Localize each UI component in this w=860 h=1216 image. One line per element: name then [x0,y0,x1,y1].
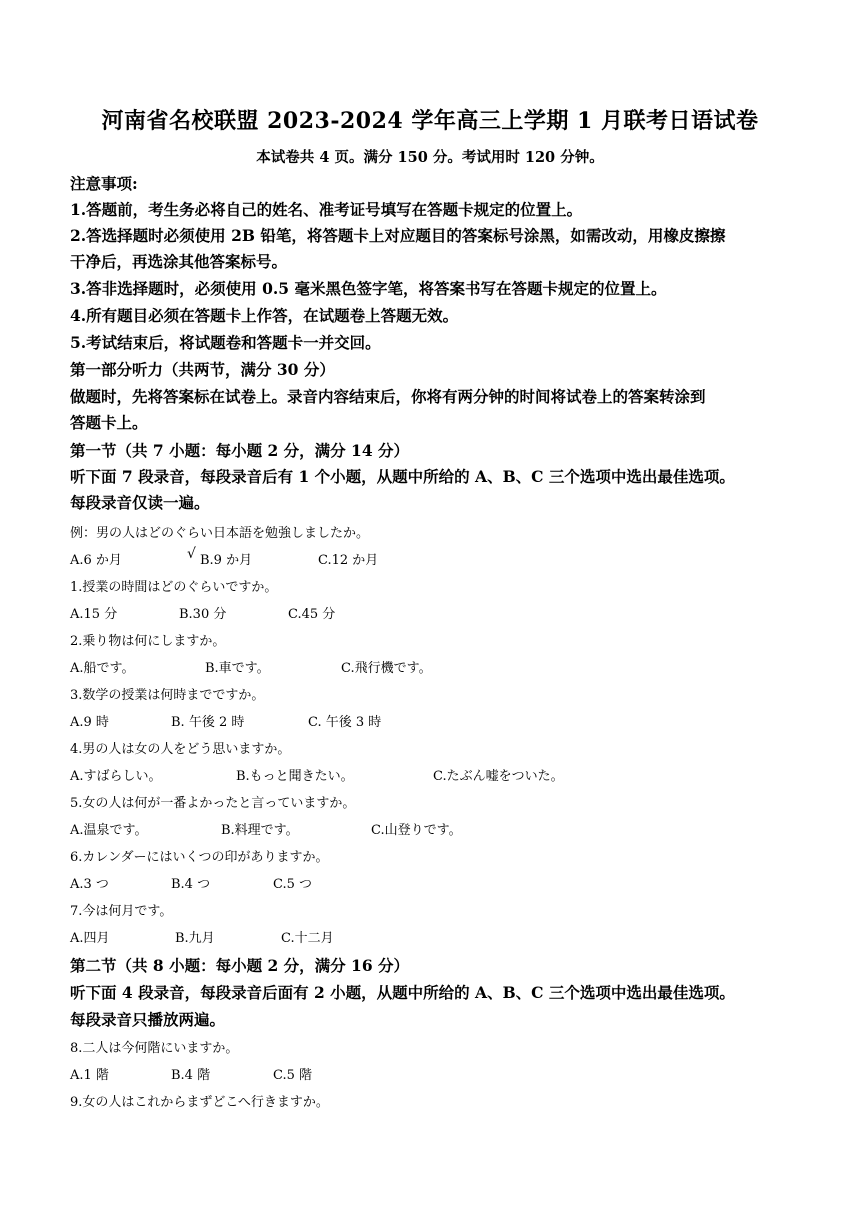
example-option-c: C.12 か月 [318,553,379,568]
question-7: 7.今は何月です。 [70,904,173,919]
exam-title: 河南省名校联盟 2023-2024 学年高三上学期 1 月联考日语试卷 [101,108,759,134]
part1-instruction-1: 做题时，先将答案标在试卷上。录音内容结束后，你将有两分钟的时间将试卷上的答案转涂到 [70,387,706,406]
q4-option-b: B.もっと聞きたい。 [236,769,354,784]
notice-item-2-cont: 干净后，再选涂其他答案标号。 [70,252,288,271]
q8-option-c: C.5 階 [273,1068,313,1083]
section1-instruction-2: 每段录音仅读一遍。 [70,493,210,512]
example-question: 例：男の人はどのぐらい日本語を勉強しましたか。 [70,526,370,541]
part1-heading: 第一部分听力（共两节，满分 30 分） [70,360,335,379]
q8-option-b: B.4 階 [171,1068,211,1083]
q8-option-a: A.1 階 [70,1068,109,1083]
notice-item-2: 2.答选择题时必须使用 2B 铅笔，将答题卡上对应题目的答案标号涂黑，如需改动，用橡皮擦擦 [70,226,726,245]
q5-option-a: A.温泉です。 [70,823,148,838]
q6-option-a: A.3 つ [70,877,109,892]
section2-heading: 第二节（共 8 小题：每小题 2 分，满分 16 分） [70,956,410,975]
notice-item-1: 1.答题前，考生务必将自己的姓名、准考证号填写在答题卡规定的位置上。 [70,200,583,219]
question-8: 8.二人は今何階にいますか。 [70,1041,239,1056]
exam-subtitle: 本试卷共 4 页。满分 150 分。考试用时 120 分钟。 [256,149,604,166]
section2-instruction-1: 听下面 4 段录音，每段录音后面有 2 小题，从题中所给的 A、B、C 三个选项中选出最佳选项。 [70,983,735,1002]
part1-instruction-2: 答题卡上。 [70,413,148,432]
q1-option-a: A.15 分 [70,607,118,622]
question-9: 9.女の人はこれからまずどこへ行きますか。 [70,1095,329,1110]
notice-item-3: 3.答非选择题时，必须使用 0.5 毫米黑色签字笔，将答案书写在答题卡规定的位置上。 [70,279,667,298]
q3-option-b: B. 午後 2 時 [171,715,245,730]
section1-heading: 第一节（共 7 小题：每小题 2 分，满分 14 分） [70,441,410,460]
question-5: 5.女の人は何が一番よかったと言っていますか。 [70,796,356,811]
section2-instruction-2: 每段录音只播放两遍。 [70,1010,226,1029]
q1-option-c: C.45 分 [288,607,336,622]
q7-option-a: A.四月 [70,931,110,946]
q3-option-c: C. 午後 3 時 [308,715,382,730]
q7-option-c: C.十二月 [281,931,334,946]
question-4: 4.男の人は女の人をどう思いますか。 [70,742,291,757]
example-option-a: A.6 か月 [70,553,122,568]
q7-option-b: B.九月 [175,931,215,946]
q4-option-a: A.すばらしい。 [70,769,162,784]
q2-option-c: C.飛行機です。 [341,661,432,676]
q5-option-b: B.料理です。 [221,823,299,838]
q6-option-b: B.4 つ [171,877,211,892]
question-1: 1.授業の時間はどのぐらいですか。 [70,580,278,595]
notice-heading: 注意事项: [70,174,138,193]
notice-item-5: 5.考试结束后，将试题卷和答题卡一并交回。 [70,333,381,352]
example-option-b: B.9 か月 [200,553,253,568]
q3-option-a: A.9 時 [70,715,109,730]
question-2: 2.乗り物は何にしますか。 [70,634,226,649]
question-3: 3.数学の授業は何時までですか。 [70,688,265,703]
notice-item-4: 4.所有题目必须在答题卡上作答，在试题卷上答题无效。 [70,306,459,325]
q1-option-b: B.30 分 [179,607,227,622]
q2-option-b: B.車です。 [205,661,270,676]
q4-option-c: C.たぶん嘘をついた。 [433,769,564,784]
section1-instruction-1: 听下面 7 段录音，每段录音后有 1 个小题，从题中所给的 A、B、C 三个选项中选出最佳选项。 [70,467,735,486]
q5-option-c: C.山登りです。 [371,823,462,838]
q6-option-c: C.5 つ [273,877,313,892]
question-6: 6.カレンダーにはいくつの印がありますか。 [70,850,329,865]
q2-option-a: A.船です。 [70,661,135,676]
check-mark-icon: √ [187,546,196,562]
